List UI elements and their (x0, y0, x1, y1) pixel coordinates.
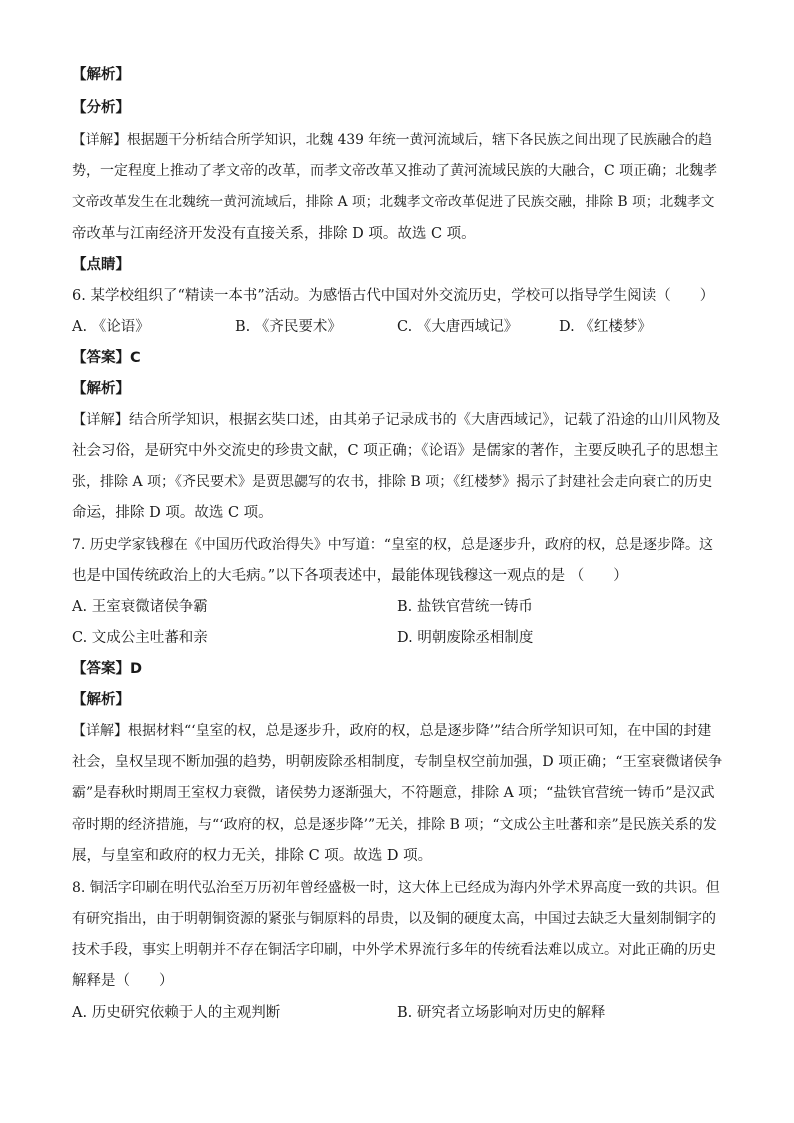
q6-option-c: C. 《大唐西域记》 (397, 319, 519, 335)
q8-option-a: A. 历史研究依赖于人的主观判断 (72, 1005, 281, 1021)
q7-option-d: D. 明朝废除丞相制度 (397, 630, 534, 646)
q6-explanation-line-4: 命运，排除 D 项。故选 C 项。 (72, 505, 273, 521)
section-tag-analysis: 【解析】 (72, 67, 130, 83)
q7-explanation-line-1: 【详解】根据材料“‘皇室的权，总是逐步升，政府的权，总是逐步降’”结合所学知识可知，在中国的封建 (72, 723, 712, 739)
q7-stem-line-2: 也是中国传统政治上的大毛病。”以下各项表述中，最能体现钱穆这一观点的是 （ ） (72, 568, 628, 584)
q7-option-a: A. 王室衰微诸侯争霸 (72, 599, 208, 615)
q6-option-d: D. 《红楼梦》 (559, 319, 652, 335)
q7-option-b: B. 盐铁官营统一铸币 (397, 599, 533, 615)
q6-explanation-line-2: 社会习俗，是研究中外交流史的珍贵文献，C 项正确；《论语》是儒家的著作，主要反映孔子的思想主 (72, 443, 719, 459)
q7-explanation-line-5: 展，与皇室和政府的权力无关，排除 C 项。故选 D 项。 (72, 848, 433, 864)
q6-explanation-line-3: 张，排除 A 项；《齐民要术》是贾思勰写的农书，排除 B 项；《红楼梦》揭示了封建社会走向衰亡的历史 (72, 474, 713, 490)
q8-stem-line-1: 8. 铜活字印刷在明代弘治至万历初年曾经盛极一时，这大体上已经成为海内外学术界高度一致的共识。但 (72, 880, 720, 896)
q5-explanation-line-1: 【详解】根据题干分析结合所学知识，北魏 439 年统一黄河流域后，辖下各民族之间出现了民族融合的趋 (72, 132, 712, 148)
q6-option-b: B. 《齐民要术》 (235, 319, 342, 335)
q5-explanation-line-3: 文帝改革发生在北魏统一黄河流域后，排除 A 项；北魏孝文帝改革促进了民族交融，排除 B 项；北魏孝文 (72, 194, 715, 210)
q7-option-c: C. 文成公主吐蕃和亲 (72, 630, 208, 646)
q8-option-b: B. 研究者立场影响对历史的解释 (397, 1005, 606, 1021)
q6-explanation-line-1: 【详解】结合所学知识，根据玄奘口述，由其弟子记录成书的《大唐西域记》，记载了沿途的山川风物及 (72, 412, 721, 428)
q5-explanation-line-2: 势，一定程度上推动了孝文帝的改革，而孝文帝改革又推动了黄河流域民族的大融合，C 项正确；北魏孝 (72, 163, 718, 179)
q5-explanation-line-4: 帝改革与江南经济开发没有直接关系，排除 D 项。故选 C 项。 (72, 226, 476, 242)
q8-stem-line-2: 有研究指出，由于明朝铜资源的紧张与铜原料的昂贵，以及铜的硬度太高，中国过去缺乏大量刻制铜字的 (72, 911, 716, 927)
section-tag-fenxi: 【分析】 (72, 100, 130, 116)
q7-explanation-line-4: 帝时期的经济措施，与“‘政府的权，总是逐步降’”无关，排除 B 项；“文成公主吐蕃和亲”是民族关系的发 (72, 817, 717, 833)
q8-stem-line-3: 技术手段，事实上明朝并不存在铜活字印刷，中外学术界流行多年的传统看法难以成立。对此正确的历史 (72, 942, 716, 958)
q7-answer: 【答案】D (72, 661, 143, 677)
q6-option-a: A. 《论语》 (72, 319, 150, 335)
q7-explanation-line-2: 社会，皇权呈现不断加强的趋势，明朝废除丞相制度，专制皇权空前加强，D 项正确；“王室衰微诸侯争 (72, 754, 723, 770)
q8-stem-line-4: 解释是（ ） (72, 973, 174, 989)
q6-stem: 6. 某学校组织了“精读一本书”活动。为感悟古代中国对外交流历史，学校可以指导学生阅读（ ） (72, 288, 715, 304)
q6-answer: 【答案】C (72, 350, 141, 366)
q7-analysis-tag: 【解析】 (72, 692, 130, 708)
q7-explanation-line-3: 霸”是春秋时期周王室权力衰微，诸侯势力逐渐强大，不符题意，排除 A 项；“盐铁官营统一铸币”是汉武 (72, 785, 715, 801)
q7-stem-line-1: 7. 历史学家钱穆在《中国历代政治得失》中写道：“皇室的权，总是逐步升，政府的权，总是逐步降。这 (72, 537, 713, 553)
q5-comment-tag: 【点睛】 (72, 257, 130, 273)
q6-analysis-tag: 【解析】 (72, 381, 130, 397)
